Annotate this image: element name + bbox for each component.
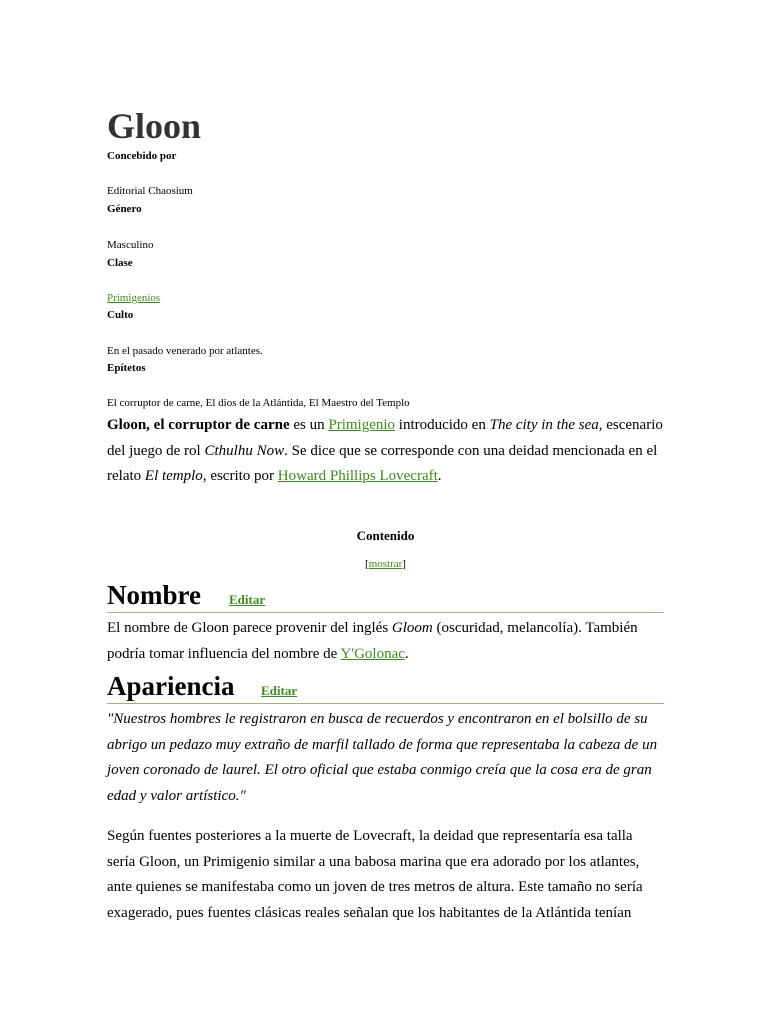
infobox-value-epithets: El corruptor de carne, El dios de la Atlántida, El Maestro del Templo [107,397,410,409]
infobox-label-cult: Culto [107,309,134,321]
nombre-text: (oscuridad, melancolía). También podría tomar influencia del nombre de [107,620,638,662]
intro-text: introducido en [395,417,490,433]
toc-title: Contenido [356,528,415,543]
toc-toggle-link[interactable]: mostrar [368,558,403,570]
infobox-value-cult: En el pasado venerado por atlantes. [107,345,263,357]
section-heading-nombre [107,580,664,613]
nombre-text: El nombre de Gloon parece provenir del inglés [107,620,392,636]
infobox-label-class: Clase [107,257,133,269]
apariencia-paragraph: Según fuentes posteriores a la muerte de Lovecraft, la deidad que representaría esa talla sería Gloon, un Primigenio similar a una babosa marina que era adorado por los atlantes, ante quienes se manifestaba como un joven de tres metros de altura. Este tamaño no sería exagerado, pues fuentes clásicas reales señalan que los habitantes de la Atlántida tenían [107,828,643,921]
apariencia-quote: "Nuestros hombres le registraron en busca de recuerdos y encontraron en el bolsillo de su abrigo un pedazo muy extraño de marfil tallado de forma que representaba la cabeza de un joven coronado de laurel. El otro oficial que estaba conmigo creía que la cosa era de gran edad y valor artístico." [107,711,658,804]
edit-link-apariencia[interactable]: Editar [261,683,298,698]
intro-bold-name: Gloon, el corruptor de carne [107,417,290,433]
section-heading-apariencia [107,671,664,704]
nombre-paragraph [107,616,664,667]
nombre-text: . [404,645,409,662]
toc-toggle-wrapper [107,558,664,570]
nombre-italic: Gloom [391,620,433,636]
section-title-nombre: Nombre [107,580,201,610]
intro-italic: El templo [144,468,203,484]
intro-italic: Cthulhu Now [204,442,285,459]
link-lovecraft[interactable]: Howard Phillips Lovecraft [277,468,438,484]
toc-bracket: [ [365,558,369,570]
section-title-apariencia: Apariencia [107,671,235,701]
infobox-label-epithets: Epítetos [107,362,146,374]
intro-text: . Se dice que se corresponde con una deidad mencionada en el relato [107,442,658,484]
infobox-label-gender: Género [107,203,142,215]
intro-italic: The city in the sea [489,417,599,433]
infobox-value-gender: Masculino [107,239,154,251]
intro-text: , escenario del juego de rol [107,417,663,459]
link-primigenio[interactable]: Primigenio [328,417,396,433]
intro-text: , escrito por [202,468,278,484]
infobox-link-class[interactable]: Primigenios [107,292,161,304]
infobox-label-creator: Concebido por [107,150,177,162]
toc-bracket: ] [402,558,406,570]
edit-link-nombre[interactable]: Editar [229,592,266,607]
intro-text: . [437,468,442,484]
page-title: Gloon [107,106,202,146]
intro-text: es un [289,417,329,433]
link-ygolonac[interactable]: Y'Golonac [340,645,405,662]
infobox-value-creator: Editorial Chaosium [107,185,193,197]
intro-paragraph [107,413,664,490]
